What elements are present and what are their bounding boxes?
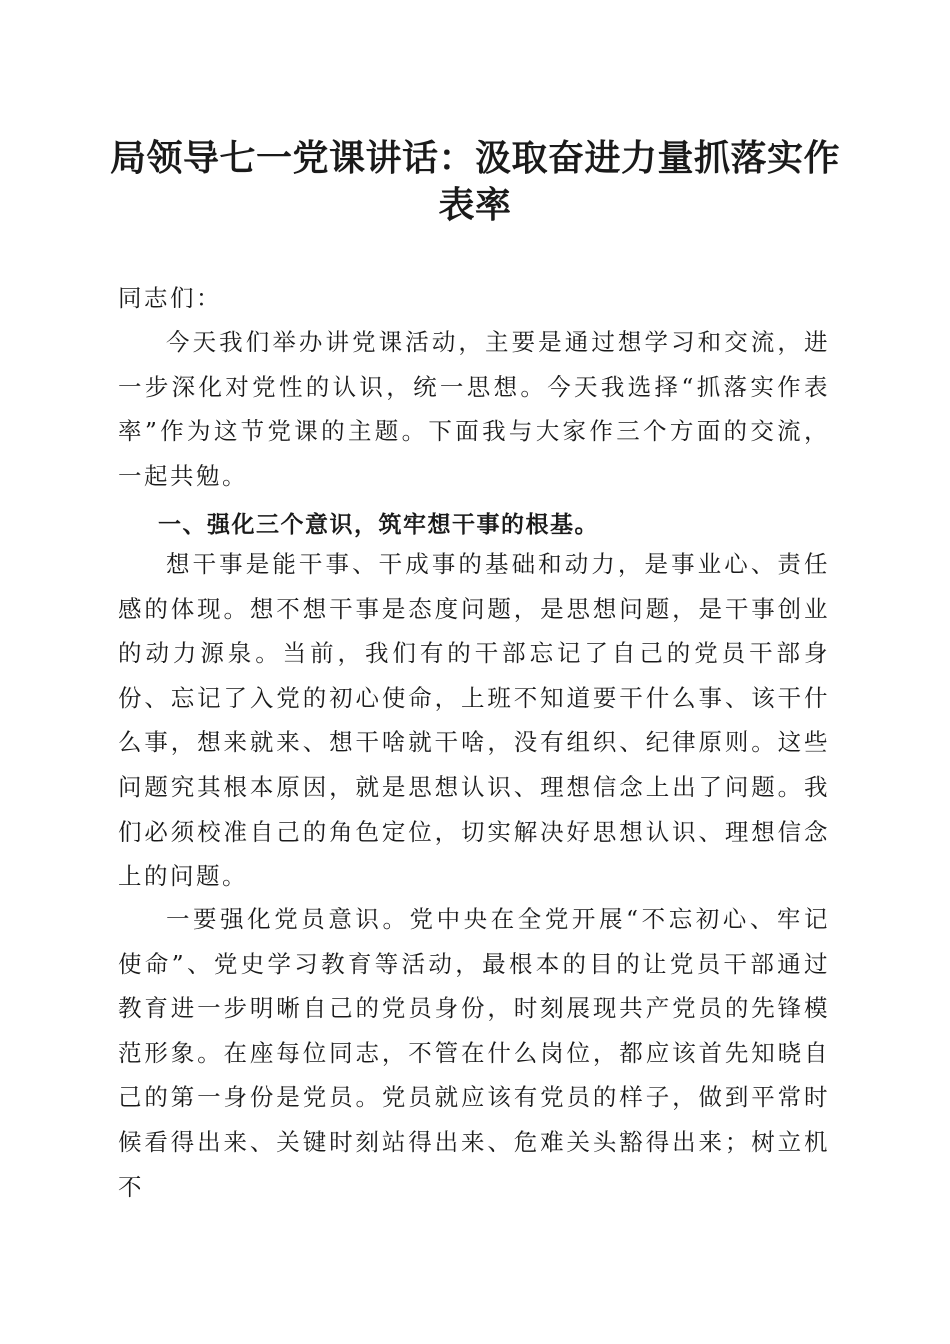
section-heading-1: 一、强化三个意识，筑牢想干事的根基。 <box>158 512 599 538</box>
paragraph-party-awareness: 一要强化党员意识。党中央在全党开展“不忘初心、牢记使命”、党史学习教育等活动，最根本的目的让党员干部通过教育进一步明晰自己的党员身份，时刻展现共产党员的先锋模范形象。在座每位同志，不管在什么岗位，都应该首先知晓自己的第一身份是党员。党员就应该有党员的样子，做到平常时候看得出来、关键时刻站得出来、危难关头豁得出来；树立机不 <box>118 905 830 1201</box>
document-title-line-1: 局领导七一党课讲话：汲取奋进力量抓落实作 <box>109 137 840 179</box>
document-title-line-2: 表率 <box>438 184 512 226</box>
paragraph-section-1: 想干事是能干事、干成事的基础和动力，是事业心、责任感的体现。想不想干事是态度问题，是思想问题，是干事创业的动力源泉。当前，我们有的干部忘记了自己的党员干部身份、忘记了入党的初心使命，上班不知道要干什么事、该干什么事，想来就来、想干啥就干啥，没有组织、纪律原则。这些问题究其根本原因，就是思想认识、理想信念上出了问题。我们必须校准自己的角色定位，切实解决好思想认识、理想信念上的问题。 <box>118 550 830 891</box>
paragraph-intro: 今天我们举办讲党课活动，主要是通过想学习和交流，进一步深化对党性的认识，统一思想。今天我选择“抓落实作表率”作为这节党课的主题。下面我与大家作三个方面的交流，一起共勉。 <box>118 328 830 490</box>
salutation: 同志们： <box>118 284 222 312</box>
